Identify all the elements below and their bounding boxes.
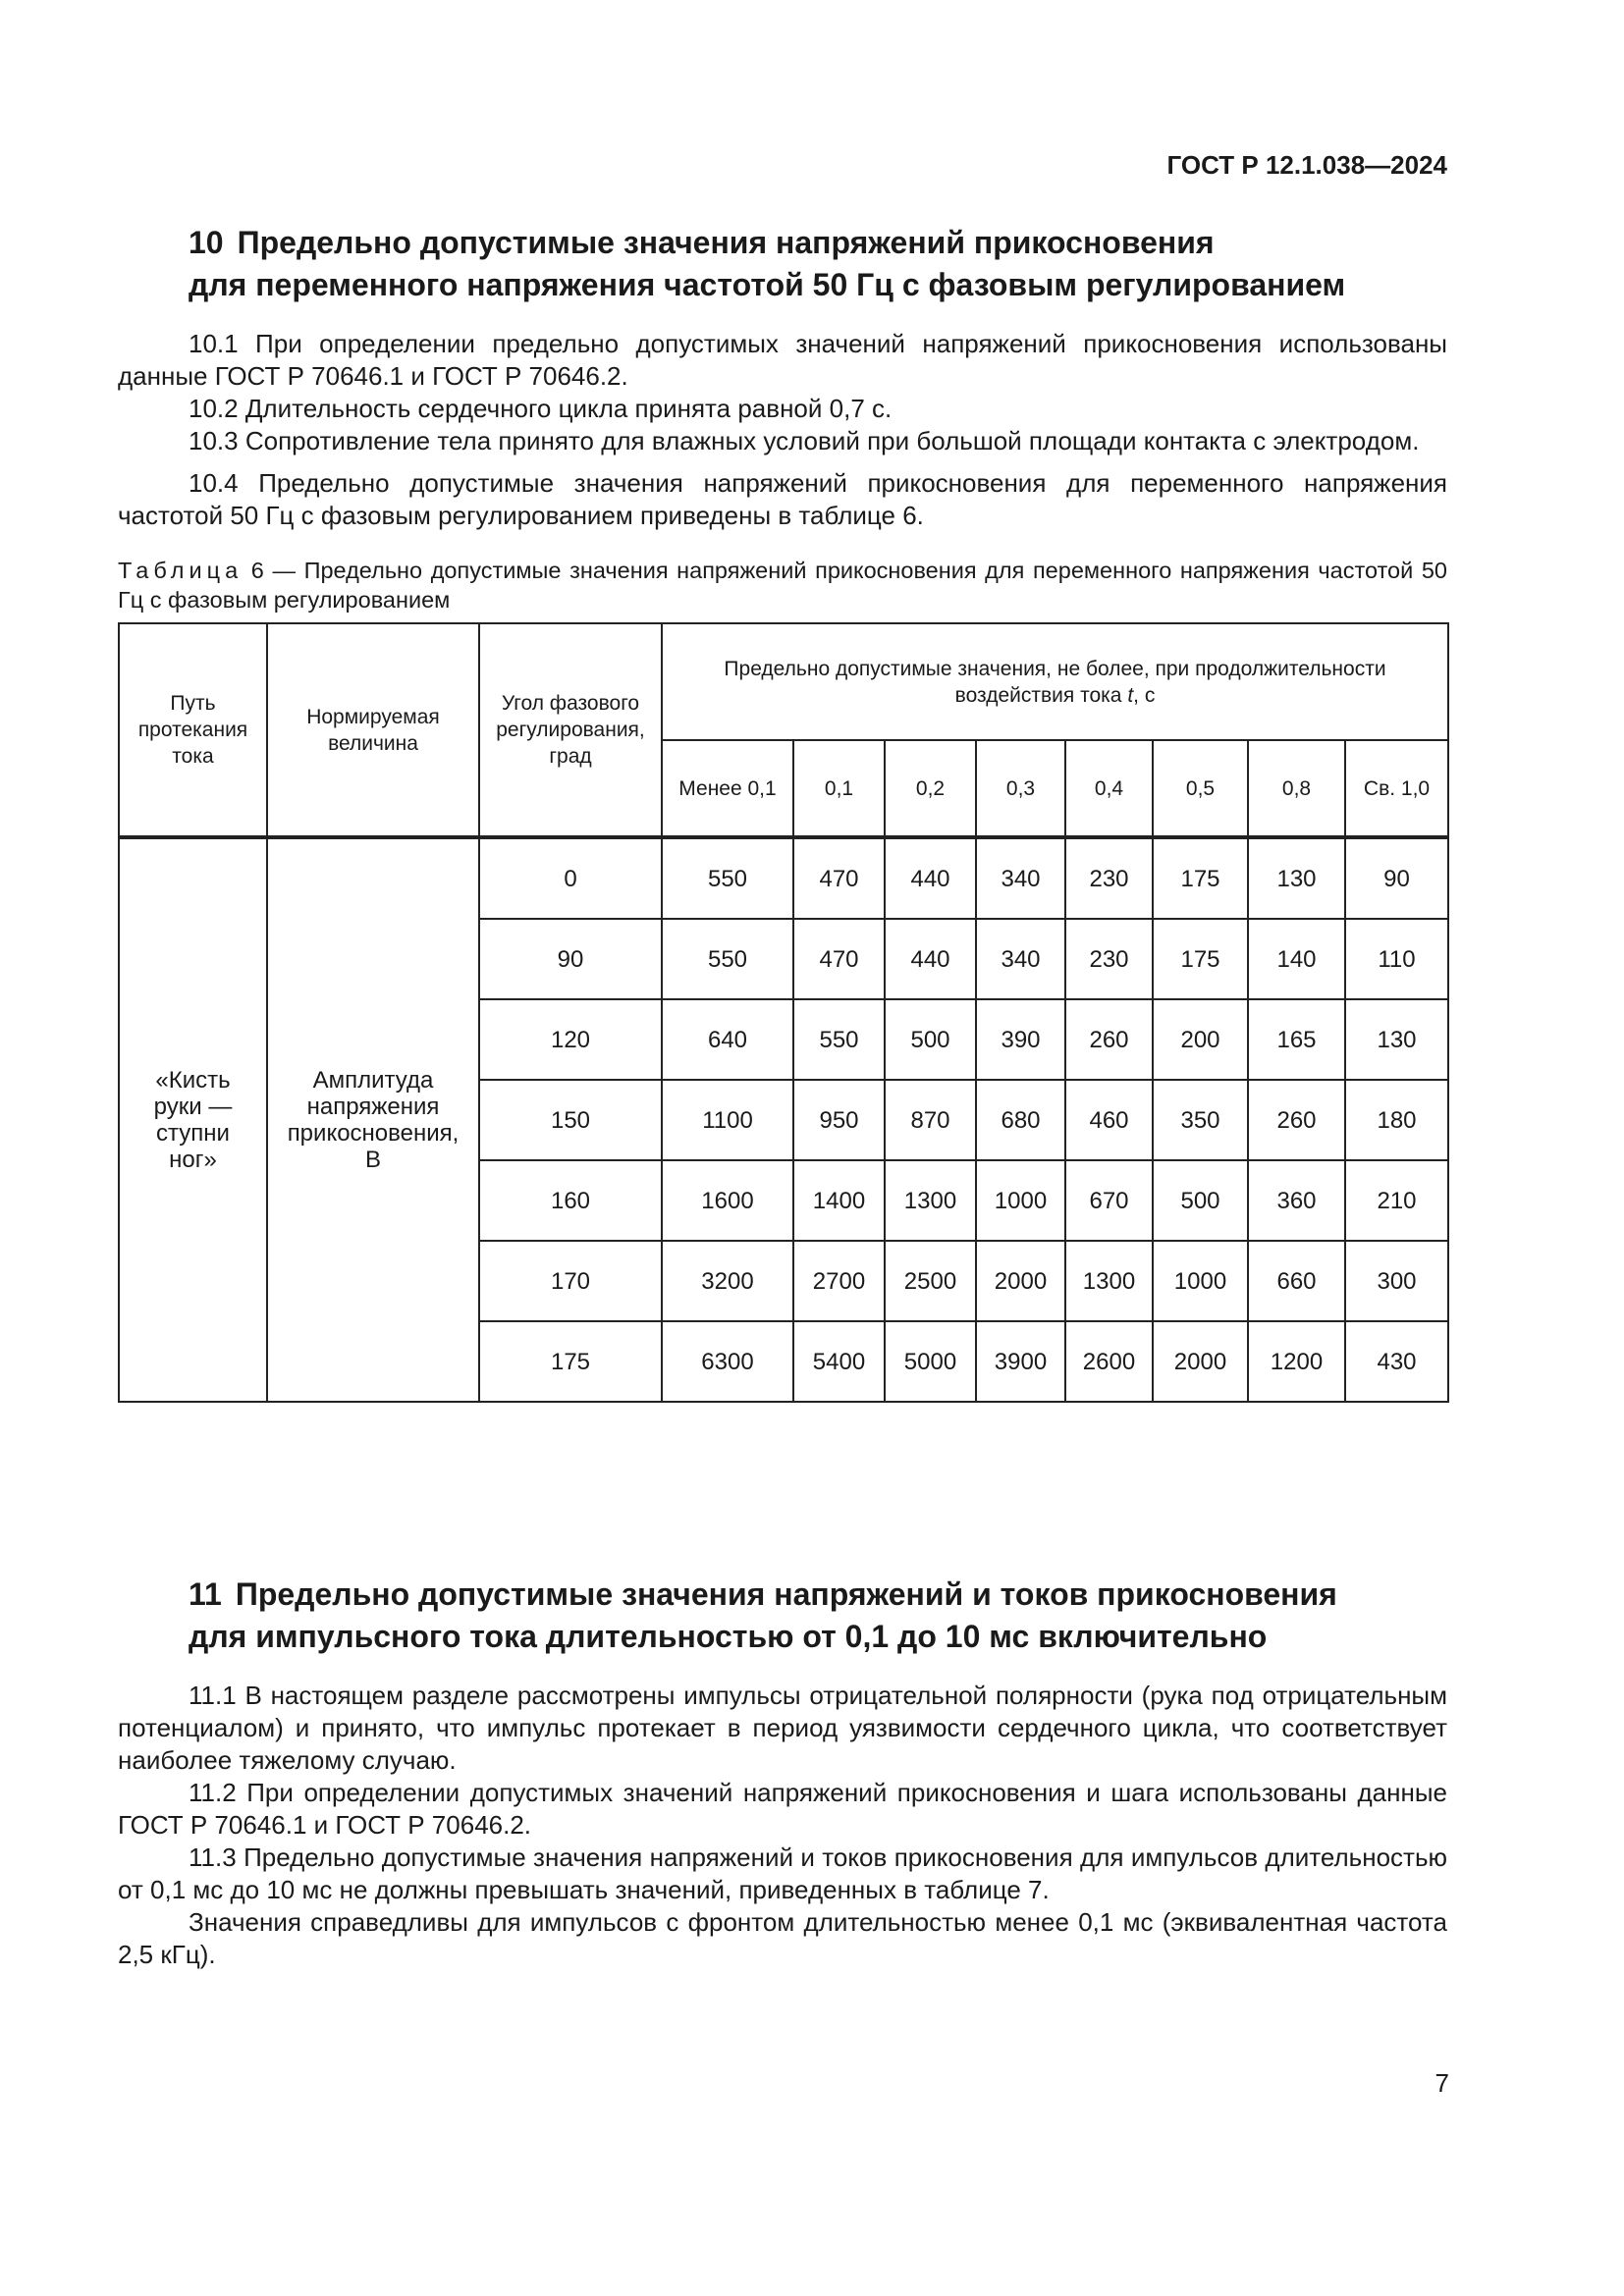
value-cell: 3900 (976, 1321, 1065, 1402)
duration-header: Менее 0,1 (662, 740, 793, 837)
value-cell: 870 (885, 1080, 976, 1160)
value-cell: 2600 (1065, 1321, 1153, 1402)
section-10-heading (189, 222, 1447, 306)
value-cell: 300 (1345, 1241, 1448, 1321)
value-cell: 1600 (662, 1160, 793, 1241)
value-cell: 165 (1248, 999, 1345, 1080)
value-cell: 1100 (662, 1080, 793, 1160)
angle-cell: 90 (479, 919, 662, 999)
table-6-header-quantity: Нормируемая величина (267, 623, 479, 837)
value-cell: 1300 (1065, 1241, 1153, 1321)
value-cell: 660 (1248, 1241, 1345, 1321)
paragraph-10-4: 10.4 Предельно допустимые значения напряжений прикосновения для переменного напряжения частотой 50 Гц с фазовым регулированием приведены в таблице 6. (118, 468, 1447, 530)
value-cell: 500 (1153, 1160, 1248, 1241)
table-6-caption (118, 556, 1447, 614)
duration-header: 0,1 (793, 740, 885, 837)
value-cell: 210 (1345, 1160, 1448, 1241)
table-6-caption-label: Таблица (118, 558, 244, 583)
value-cell: 360 (1248, 1160, 1345, 1241)
paragraph-11-1: 11.1 В настоящем разделе рассмотрены импульсы отрицательной полярности (рука под отрицательным потенциалом) и принято, что импульс протекает в период уязвимости сердечного цикла, что соответствует наиболее тяжелому случаю. (118, 1681, 1447, 1775)
section-11-title-line1: Предельно допустимые значения напряжений и токов прикосновения (235, 1576, 1337, 1612)
paragraph-10-1: 10.1 При определении предельно допустимых значений напряжений прикосновения использованы данные ГОСТ Р 70646.1 и ГОСТ Р 70646.2. (118, 329, 1447, 391)
value-cell: 5400 (793, 1321, 885, 1402)
value-cell: 2000 (976, 1241, 1065, 1321)
section-11-title-line2: для импульсного тока длительностью от 0,1 до 10 мс включительно (189, 1619, 1268, 1654)
section-11 (118, 1574, 1447, 1971)
document-code: ГОСТ Р 12.1.038—2024 (1166, 150, 1447, 180)
value-cell: 90 (1345, 837, 1448, 919)
value-cell: 640 (662, 999, 793, 1080)
duration-header: 0,4 (1065, 740, 1153, 837)
duration-header: 0,2 (885, 740, 976, 837)
value-cell: 2700 (793, 1241, 885, 1321)
section-10-number: 10 (189, 225, 224, 260)
table-6-path-value: «Кисть руки — ступни ног» (119, 837, 267, 1402)
value-cell: 5000 (885, 1321, 976, 1402)
angle-cell: 175 (479, 1321, 662, 1402)
duration-header: Св. 1,0 (1345, 740, 1448, 837)
value-cell: 175 (1153, 837, 1248, 919)
table-6 (118, 622, 1449, 1403)
section-10-title-line1: Предельно допустимые значения напряжений прикосновения (237, 225, 1215, 260)
table-6-quantity-value: Амплитуда напряжения прикосновения, В (267, 837, 479, 1402)
value-cell: 6300 (662, 1321, 793, 1402)
duration-header: 0,8 (1248, 740, 1345, 837)
section-11-number: 11 (189, 1576, 222, 1612)
value-cell: 260 (1065, 999, 1153, 1080)
angle-cell: 0 (479, 837, 662, 919)
value-cell: 440 (885, 837, 976, 919)
value-cell: 130 (1345, 999, 1448, 1080)
value-cell: 460 (1065, 1080, 1153, 1160)
value-cell: 340 (976, 919, 1065, 999)
value-cell: 140 (1248, 919, 1345, 999)
table-6-header-path: Путь протекания тока (119, 623, 267, 837)
section-10 (118, 222, 1447, 1403)
angle-cell: 170 (479, 1241, 662, 1321)
paragraph-11-3: 11.3 Предельно допустимые значения напряжений и токов прикосновения для импульсов длительностью от 0,1 мс до 10 мс не должны превышать значений, приведенных в таблице 7. (118, 1842, 1447, 1904)
section-10-title-line2: для переменного напряжения частотой 50 Гц с фазовым регулированием (189, 267, 1346, 302)
value-cell: 180 (1345, 1080, 1448, 1160)
value-cell: 470 (793, 837, 885, 919)
duration-header: 0,3 (976, 740, 1065, 837)
value-cell: 470 (793, 919, 885, 999)
page-number: 7 (1435, 2068, 1449, 2098)
paragraph-10-2: 10.2 Длительность сердечного цикла принята равной 0,7 с. (189, 394, 893, 423)
paragraph-10-3: 10.3 Сопротивление тела принято для влажных условий при большой площади контакта с электродом. (189, 426, 1420, 455)
paragraph-11-note: Значения справедливы для импульсов с фронтом длительностью менее 0,1 мс (эквивалентная частота 2,5 кГц). (118, 1907, 1447, 1969)
angle-cell: 150 (479, 1080, 662, 1160)
value-cell: 550 (662, 837, 793, 919)
value-cell: 230 (1065, 837, 1153, 919)
value-cell: 230 (1065, 919, 1153, 999)
value-cell: 430 (1345, 1321, 1448, 1402)
value-cell: 500 (885, 999, 976, 1080)
angle-cell: 160 (479, 1160, 662, 1241)
limits-header-text: Предельно допустимые значения, не более, при продолжительности воздействия тока (724, 657, 1386, 707)
value-cell: 1000 (976, 1160, 1065, 1241)
value-cell: 670 (1065, 1160, 1153, 1241)
value-cell: 2500 (885, 1241, 976, 1321)
value-cell: 440 (885, 919, 976, 999)
value-cell: 1200 (1248, 1321, 1345, 1402)
value-cell: 550 (793, 999, 885, 1080)
limits-header-var: t (1127, 683, 1134, 707)
value-cell: 2000 (1153, 1321, 1248, 1402)
value-cell: 680 (976, 1080, 1065, 1160)
value-cell: 1000 (1153, 1241, 1248, 1321)
paragraph-11-2: 11.2 При определении допустимых значений напряжений прикосновения и шага использованы данные ГОСТ Р 70646.1 и ГОСТ Р 70646.2. (118, 1778, 1447, 1840)
value-cell: 110 (1345, 919, 1448, 999)
table-row (119, 837, 1448, 919)
value-cell: 390 (976, 999, 1065, 1080)
value-cell: 340 (976, 837, 1065, 919)
table-6-header-angle: Угол фазового регулирования, град (479, 623, 662, 837)
angle-cell: 120 (479, 999, 662, 1080)
value-cell: 3200 (662, 1241, 793, 1321)
section-11-heading (189, 1574, 1447, 1658)
table-6-caption-text: 6 — Предельно допустимые значения напряжений прикосновения для переменного напряжения частотой 50 Гц с фазовым регулированием (118, 558, 1447, 613)
value-cell: 1300 (885, 1160, 976, 1241)
table-6-header-limits (662, 623, 1448, 740)
value-cell: 260 (1248, 1080, 1345, 1160)
value-cell: 1400 (793, 1160, 885, 1241)
value-cell: 200 (1153, 999, 1248, 1080)
value-cell: 350 (1153, 1080, 1248, 1160)
value-cell: 550 (662, 919, 793, 999)
limits-header-unit: , с (1133, 683, 1156, 707)
value-cell: 175 (1153, 919, 1248, 999)
value-cell: 130 (1248, 837, 1345, 919)
duration-header: 0,5 (1153, 740, 1248, 837)
value-cell: 950 (793, 1080, 885, 1160)
